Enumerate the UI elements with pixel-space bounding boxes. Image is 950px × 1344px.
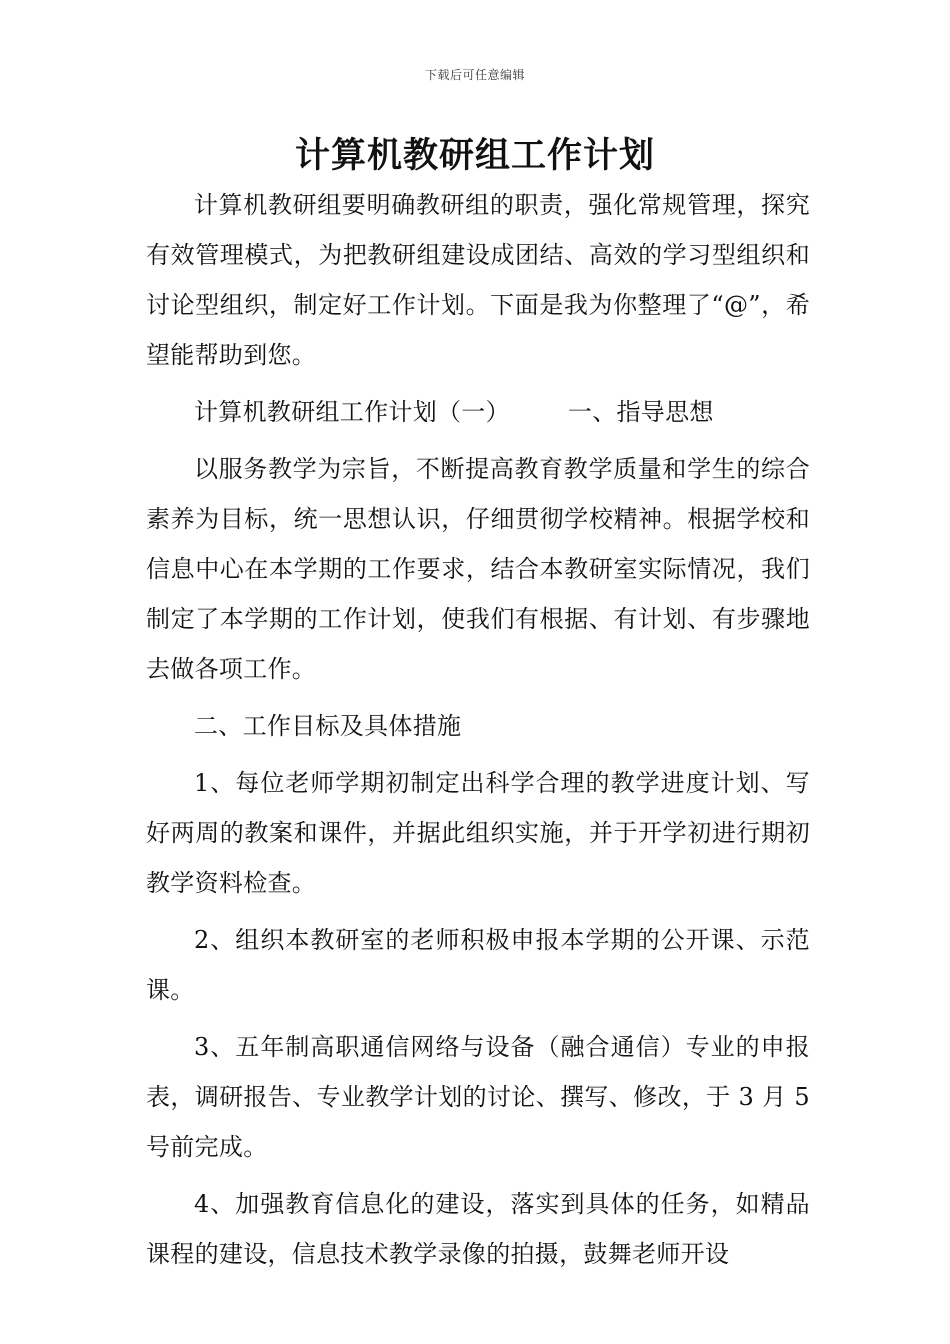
section-heading-goals: 二、工作目标及具体措施	[194, 712, 462, 740]
intro-paragraph: 计算机教研组要明确教研组的职责，强化常规管理，探究有效管理模式，为把教研组建设成团结、高效的学习型组织和讨论型组织，制定好工作计划。下面是我为你整理了“@”，希望能帮助到您。	[146, 191, 810, 369]
plan-heading-line	[146, 387, 810, 437]
goal-item: 2、组织本教研室的老师积极申报本学期的公开课、示范课。	[146, 926, 810, 1004]
goal-item: 4、加强教育信息化的建设，落实到具体的任务，如精品课程的建设，信息技术教学录像的拍摄，鼓舞老师开设	[146, 1190, 810, 1268]
goal-item: 1、每位老师学期初制定出科学合理的教学进度计划、写好两周的教案和课件，并据此组织实施，并于开学初进行期初教学资料检查。	[146, 769, 810, 897]
document-body	[146, 180, 810, 1279]
document-title: 计算机教研组工作计划	[294, 136, 655, 176]
goal-item: 3、五年制高职通信网络与设备（融合通信）专业的申报表，调研报告、专业教学计划的讨论、撰写、修改，于 3 月 5 号前完成。	[146, 1033, 810, 1161]
plan-heading: 计算机教研组工作计划（一）	[194, 398, 510, 426]
guiding-thought-paragraph: 以服务教学为宗旨，不断提高教育教学质量和学生的综合素养为目标，统一思想认识，仔细贯彻学校精神。根据学校和信息中心在本学期的工作要求，结合本教研室实际情况，我们制定了本学期的工作计划，使我们有根据、有计划、有步骤地去做各项工作。	[146, 455, 810, 683]
section-heading-guiding-thought: 一、指导思想	[567, 398, 714, 426]
header-note: 下载后可任意编辑	[424, 68, 525, 82]
